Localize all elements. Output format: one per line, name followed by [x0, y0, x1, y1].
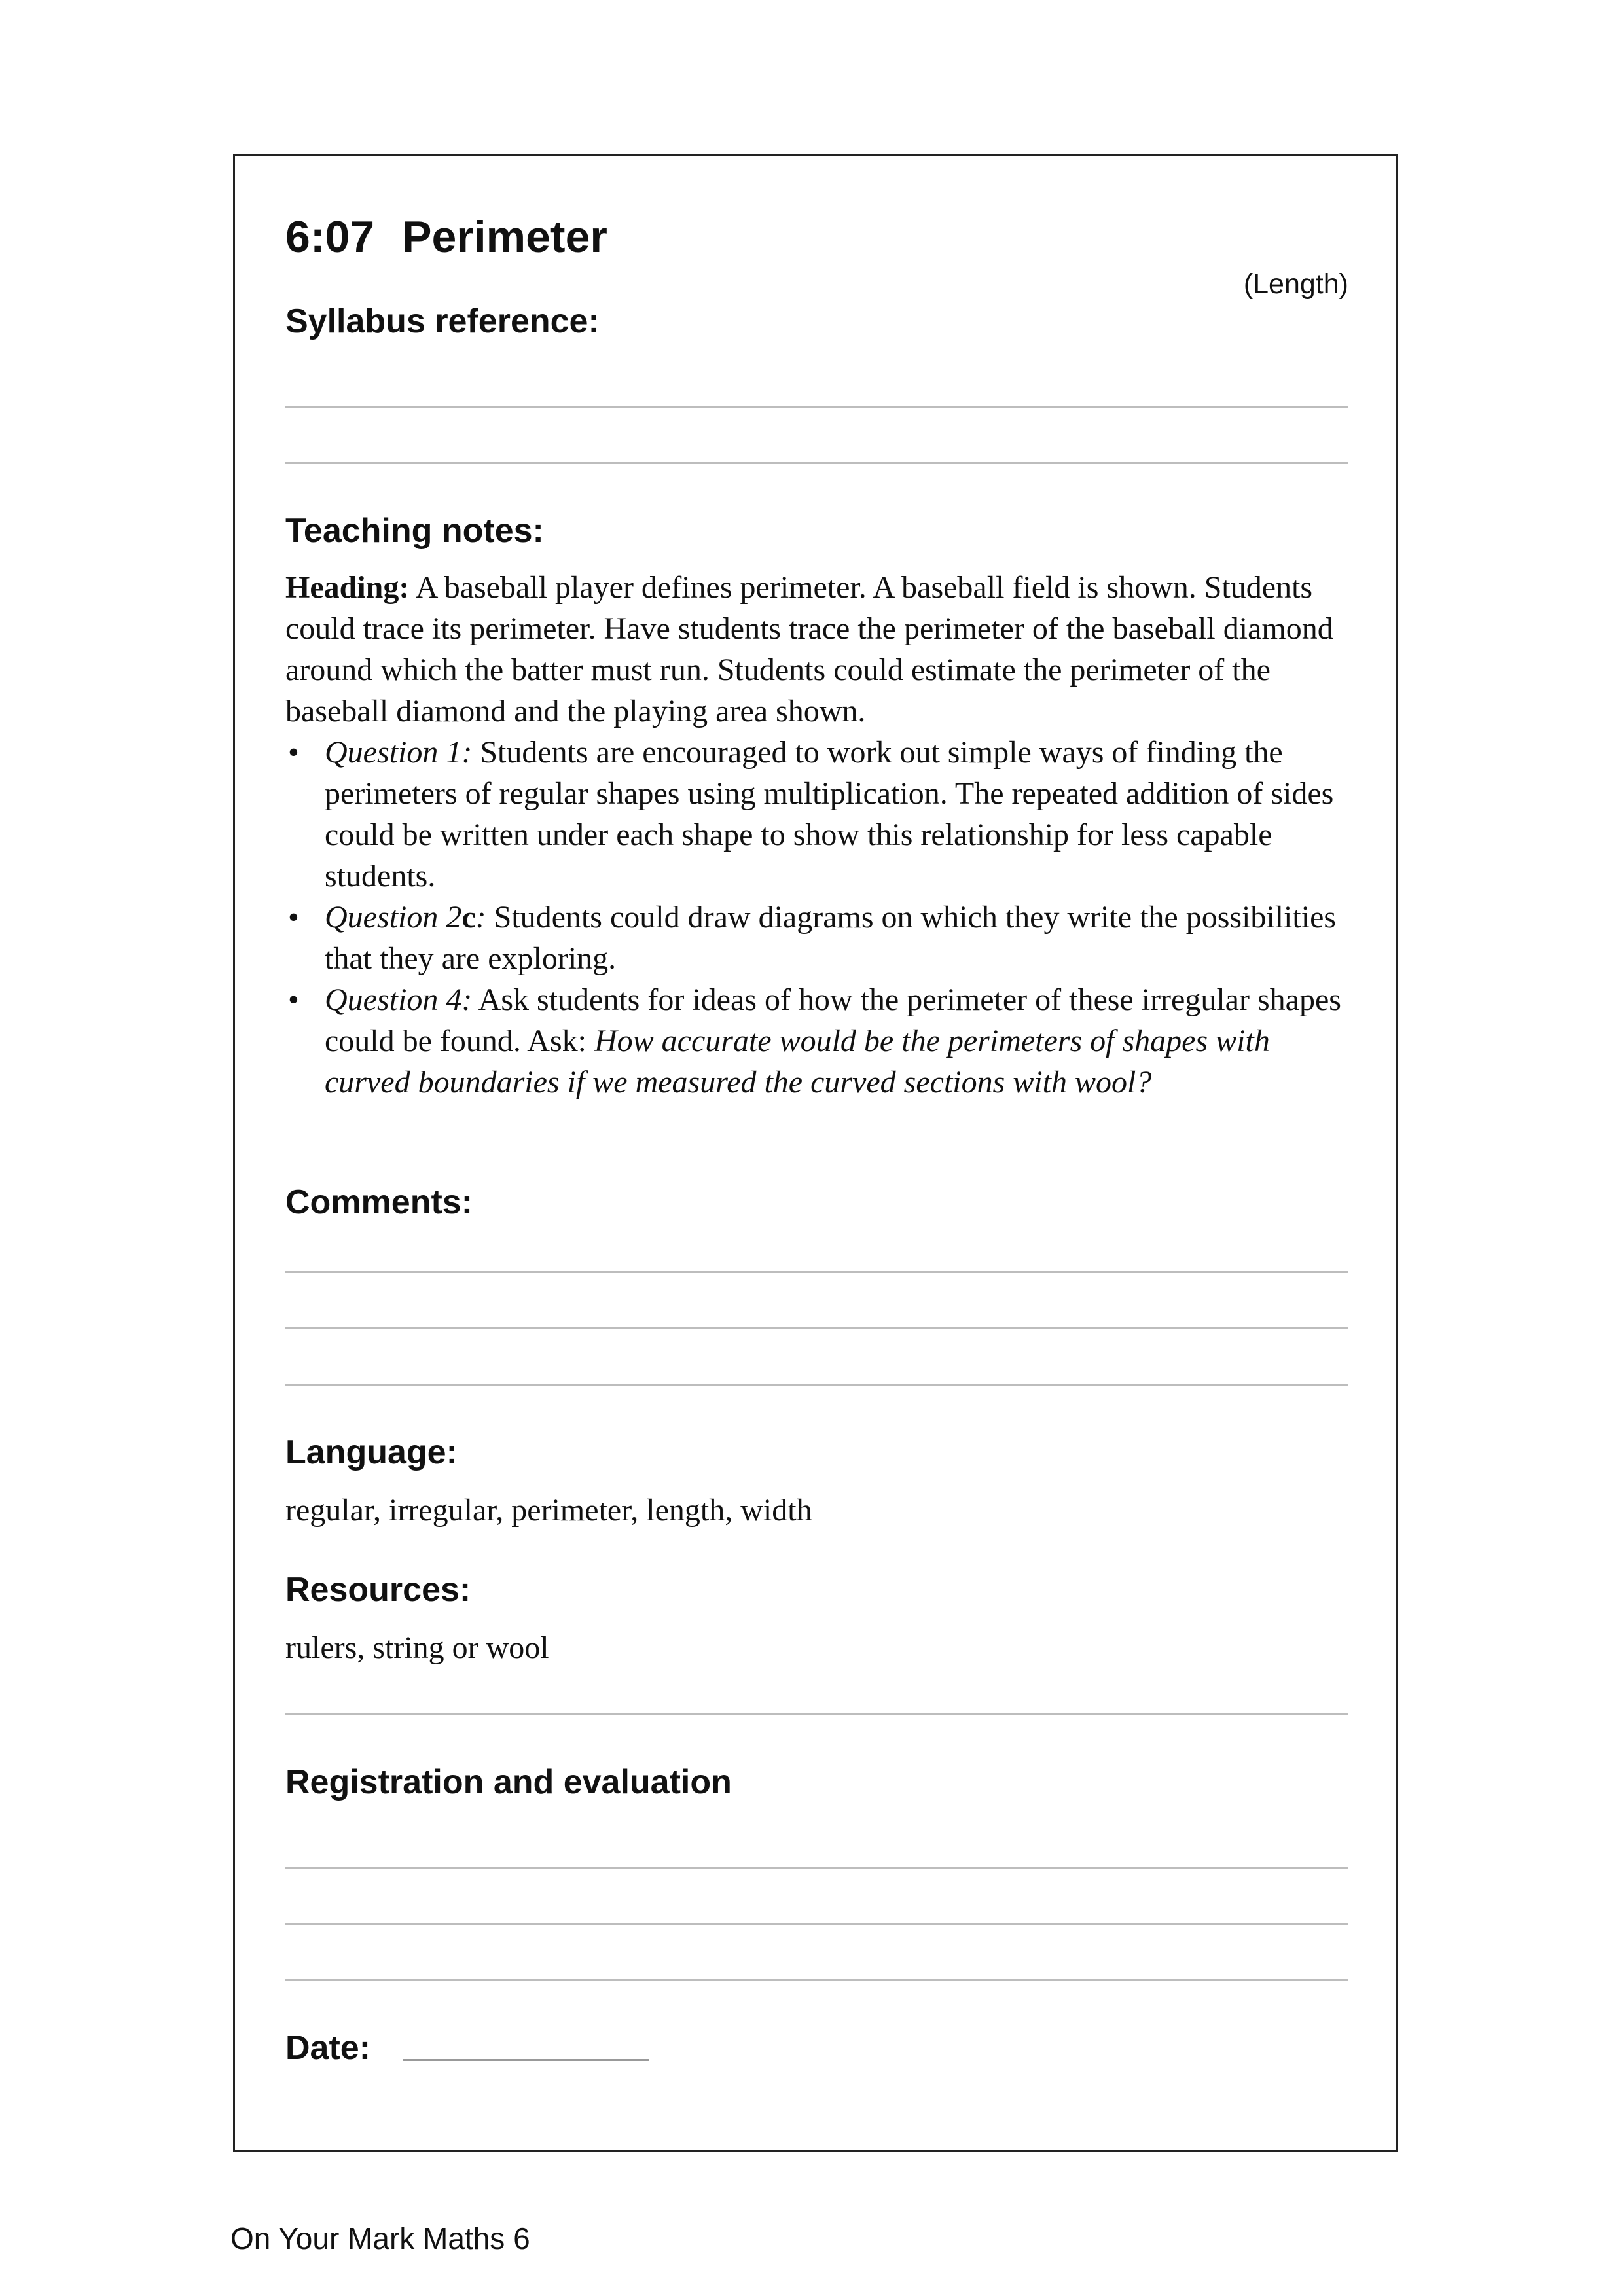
page-title	[285, 211, 607, 263]
list-item	[285, 732, 1359, 897]
page-footer: On Your Mark Maths 6	[230, 2221, 530, 2255]
question-notes-list	[285, 732, 1359, 1103]
bullet-icon: •	[288, 982, 299, 1017]
section-title: Perimeter	[402, 212, 607, 262]
section-number: 6:07	[285, 212, 375, 262]
resources-line	[285, 1713, 1348, 1715]
question-part-letter: c	[461, 900, 476, 935]
date-label: Date:	[285, 2029, 371, 2067]
question-label: Question 2	[325, 900, 462, 935]
list-item	[285, 979, 1359, 1103]
syllabus-heading: Syllabus reference:	[285, 302, 600, 340]
registration-line-3	[285, 1979, 1348, 1981]
comments-line-3	[285, 1384, 1348, 1386]
question-text: Students are encouraged to work out simple ways of finding the perimeters of regular shapes using multiplication. The repeated addition of sides could be written under each shape to show this relationship for less capable students.	[325, 735, 1334, 893]
comments-line-2	[285, 1327, 1348, 1329]
syllabus-line-1	[285, 406, 1348, 408]
registration-heading: Registration and evaluation	[285, 1763, 732, 1801]
heading-label: Heading:	[285, 570, 410, 605]
question-label-colon: :	[475, 900, 486, 935]
teaching-notes-body	[285, 567, 1359, 1103]
subtitle: (Length)	[1243, 268, 1348, 300]
resources-text: rulers, string or wool	[285, 1630, 549, 1665]
question-label: Question 4:	[325, 982, 473, 1017]
registration-line-2	[285, 1923, 1348, 1925]
resources-heading: Resources:	[285, 1571, 471, 1609]
question-text: Students could draw diagrams on which they write the possibilities that they are exploring.	[325, 900, 1337, 976]
registration-line-1	[285, 1867, 1348, 1869]
page-frame	[233, 154, 1398, 2152]
comments-line-1	[285, 1271, 1348, 1273]
question-text: Ask students for ideas of how the perimeter of these irregular shapes could be found. Ask:	[325, 982, 1341, 1058]
language-text: regular, irregular, perimeter, length, width	[285, 1493, 812, 1528]
list-item	[285, 897, 1359, 979]
date-field-line	[403, 2059, 649, 2061]
question-italic-text: How accurate would be the perimeters of shapes with curved boundaries if we measured the curved sections with wool?	[325, 1024, 1270, 1100]
language-heading: Language:	[285, 1433, 458, 1471]
syllabus-line-2	[285, 462, 1348, 464]
comments-heading: Comments:	[285, 1183, 473, 1221]
heading-text: A baseball player defines perimeter. A baseball field is shown. Students could trace its perimeter. Have students trace the perimeter of the baseball diamond around which the batter must run. Students could estimate the perimeter of the baseball diamond and the playing area shown.	[285, 570, 1333, 728]
bullet-icon: •	[288, 900, 299, 935]
heading-paragraph	[285, 567, 1359, 732]
question-label: Question 1:	[325, 735, 473, 770]
teaching-notes-heading: Teaching notes:	[285, 512, 544, 550]
bullet-icon: •	[288, 735, 299, 770]
